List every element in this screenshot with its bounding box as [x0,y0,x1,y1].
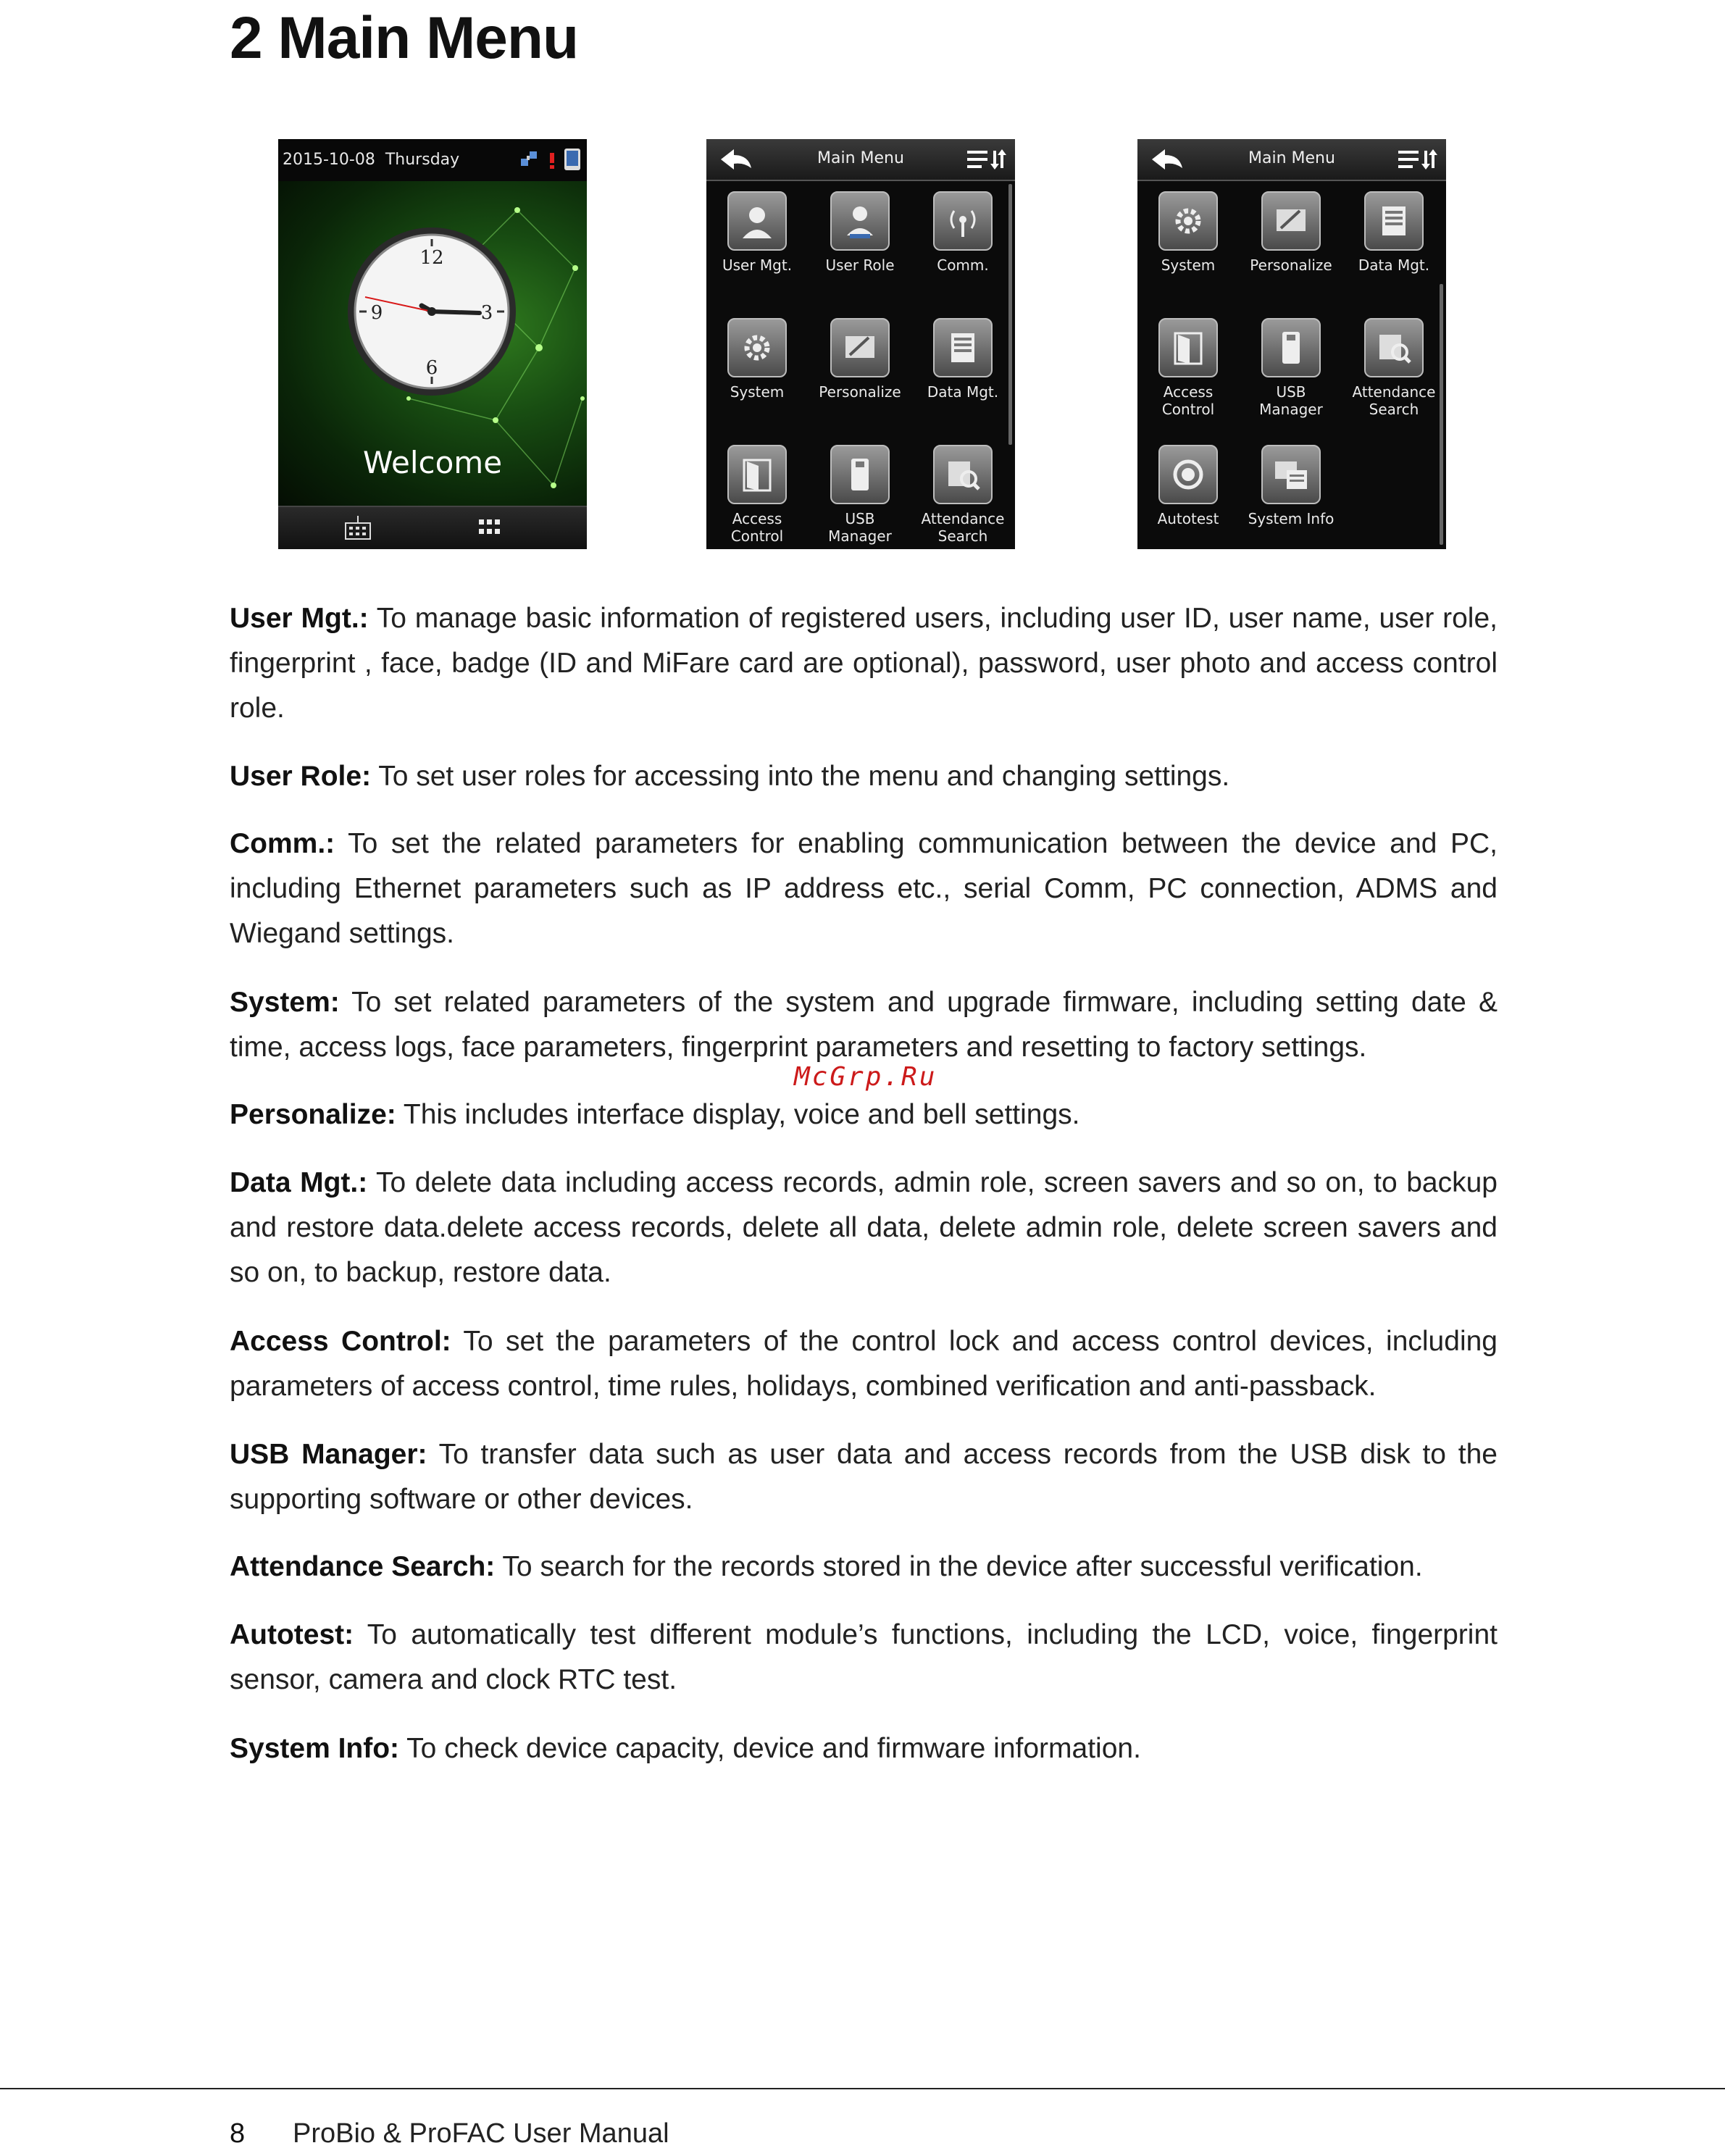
comm-icon [943,201,983,241]
section-text: To set the parameters of the control lock and access control devices, including parameters of access control, time rules, holidays, combined verification and anti-passback. [230,1326,1498,1402]
menu-item-icon [727,318,787,377]
manual-title: ProBio & ProFAC User Manual [293,2118,669,2149]
clock-numeral-9: 9 [370,302,383,324]
menu-header [706,139,1015,181]
section-term: Attendance Search: [230,1551,496,1582]
menu-header [1137,139,1446,181]
grid-menu-icon [477,518,502,537]
menu-item-label: User Mgt. [722,256,793,274]
menu-item-label: System [1161,256,1216,274]
attendance-keypad-button[interactable] [336,513,380,542]
menu-title: Main Menu [1248,149,1335,167]
usb-manager-icon [840,454,880,495]
menu-item-icon [830,191,890,251]
section-user-role [230,754,1498,799]
section-text: To set related parameters of the system and upgrade firmware, including setting date & time, access logs, face parameters, fingerprint parameters and resetting to factory settings. [230,987,1498,1063]
sort-list-icon[interactable] [964,145,1008,174]
section-data-mgt [230,1161,1498,1295]
bottom-bar [278,506,587,549]
footer-divider [0,2088,1725,2089]
menu-item-icon [830,445,890,504]
menu-item-label: System Info [1248,510,1335,527]
menu-title: Main Menu [817,149,904,167]
menu-item-icon [933,318,993,377]
clock-numeral-3: 3 [480,302,493,324]
section-term: Data Mgt.: [230,1167,368,1198]
section-term: System Info: [230,1733,400,1764]
menu-item[interactable] [912,318,1014,441]
menu-item-label: USB Manager [828,510,892,545]
section-text: To delete data including access records, admin role, screen savers and so on, to backup and restore data.delete access records, delete all data, delete admin role, delete screen savers and so on, to backup, restore data. [230,1167,1498,1288]
menu-item-icon [1364,191,1424,251]
section-usb-manager [230,1432,1498,1522]
menu-item-icon [1261,445,1321,504]
section-term: User Mgt.: [230,603,369,634]
menu-item[interactable] [1343,318,1445,441]
section-access-control [230,1319,1498,1409]
menu-item-label: Personalize [1250,256,1332,274]
user-mgt-icon [737,201,777,241]
menu-item-icon [727,191,787,251]
section-comm [230,822,1498,956]
page-heading: 2 Main Menu [230,5,579,71]
attendance-search-icon [1374,327,1414,368]
section-personalize [230,1092,1498,1137]
personalize-icon [1271,201,1311,241]
menu-item[interactable] [809,318,911,441]
attendance-search-icon [943,454,983,495]
main-menu-screenshot-page1 [706,139,1015,549]
keypad-device-icon [343,514,372,540]
autotest-icon [1168,454,1208,495]
system-info-icon [1271,454,1311,495]
menu-item[interactable] [809,191,911,314]
menu-item-label: Attendance Search [1352,383,1436,418]
menu-item[interactable] [1240,445,1342,549]
section-system-info [230,1726,1498,1771]
sort-list-icon[interactable] [1395,145,1439,174]
status-weekday: Thursday [385,151,460,169]
section-autotest [230,1613,1498,1702]
section-text: To manage basic information of registered users, including user ID, user name, user role, fingerprint , face, badge (ID and MiFare card are optional), password, user photo and access control role. [230,603,1498,724]
menu-item-label: Autotest [1157,510,1219,527]
menu-item[interactable] [1240,318,1342,441]
status-bar [278,139,587,181]
tablet-icon [564,148,581,171]
network-icon [519,149,540,170]
menu-item[interactable] [912,191,1014,314]
menu-item-label: System [730,383,785,401]
menu-item-label: Comm. [937,256,989,274]
main-menu-screenshot-page2 [1137,139,1446,549]
menu-item-icon [1158,445,1218,504]
data-mgt-icon [943,327,983,368]
personalize-icon [840,327,880,368]
section-term: Personalize: [230,1099,396,1130]
page-number: 8 [230,2118,246,2149]
access-control-icon [1168,327,1208,368]
watermark: McGrp.Ru [794,1062,937,1092]
menu-item[interactable] [706,318,808,441]
analog-clock [345,225,519,398]
menu-item[interactable] [1137,318,1239,441]
menu-item-label: User Role [825,256,895,274]
menu-item-label: Data Mgt. [927,383,999,401]
section-text: To set the related parameters for enabling communication between the device and PC, including Ethernet parameters such as IP address etc., serial Comm, PC connection, ADMS and Wiegand settings. [230,828,1498,949]
menu-item-icon [933,445,993,504]
welcome-screen-screenshot [278,139,587,549]
access-control-icon [737,454,777,495]
menu-item-icon [830,318,890,377]
section-text: This includes interface display, voice and bell settings. [396,1099,1080,1130]
menu-item[interactable] [706,445,808,549]
main-menu-button[interactable] [468,513,511,542]
system-gear-icon [737,327,777,368]
menu-item-label: Personalize [819,383,901,401]
section-term: USB Manager: [230,1439,427,1470]
data-mgt-icon [1374,201,1414,241]
section-term: User Role: [230,761,372,792]
menu-item-label: Attendance Search [921,510,1005,545]
section-term: Comm.: [230,828,335,859]
alert-icon [548,149,556,170]
section-user-mgt [230,596,1498,731]
menu-item[interactable] [1137,191,1239,314]
menu-item-icon [727,445,787,504]
menu-item-icon [1261,191,1321,251]
section-term: Access Control: [230,1326,451,1357]
menu-item-icon [1158,191,1218,251]
menu-item-icon [1158,318,1218,377]
menu-item[interactable] [912,445,1014,549]
welcome-text: Welcome [362,445,503,480]
menu-item[interactable] [1240,191,1342,314]
menu-item[interactable] [809,445,911,549]
section-attendance-search [230,1545,1498,1589]
usb-manager-icon [1271,327,1311,368]
menu-item[interactable] [706,191,808,314]
clock-numeral-12: 12 [419,247,444,269]
menu-item-icon [933,191,993,251]
status-date: 2015-10-08 [283,151,375,169]
section-term: System: [230,987,340,1018]
clock-numeral-6: 6 [425,357,438,379]
menu-item-label: Access Control [1161,383,1215,418]
menu-item-icon [1364,318,1424,377]
section-text: To transfer data such as user data and access records from the USB disk to the supporting software or other devices. [230,1439,1498,1515]
menu-item-label: Access Control [730,510,784,545]
menu-item-label: USB Manager [1259,383,1323,418]
section-text: To check device capacity, device and firmware information. [399,1733,1141,1764]
menu-item-icon [1261,318,1321,377]
section-text: To automatically test different module’s functions, including the LCD, voice, fingerprint sensor, camera and clock RTC test. [230,1619,1498,1695]
section-term: Autotest: [230,1619,354,1650]
section-text: To set user roles for accessing into the menu and changing settings. [371,761,1230,792]
user-role-icon [840,201,880,241]
section-system [230,980,1498,1070]
menu-item[interactable] [1137,445,1239,549]
system-gear-icon [1168,201,1208,241]
menu-item[interactable] [1343,191,1445,314]
section-text: To search for the records stored in the device after successful verification. [495,1551,1423,1582]
menu-item-label: Data Mgt. [1358,256,1430,274]
